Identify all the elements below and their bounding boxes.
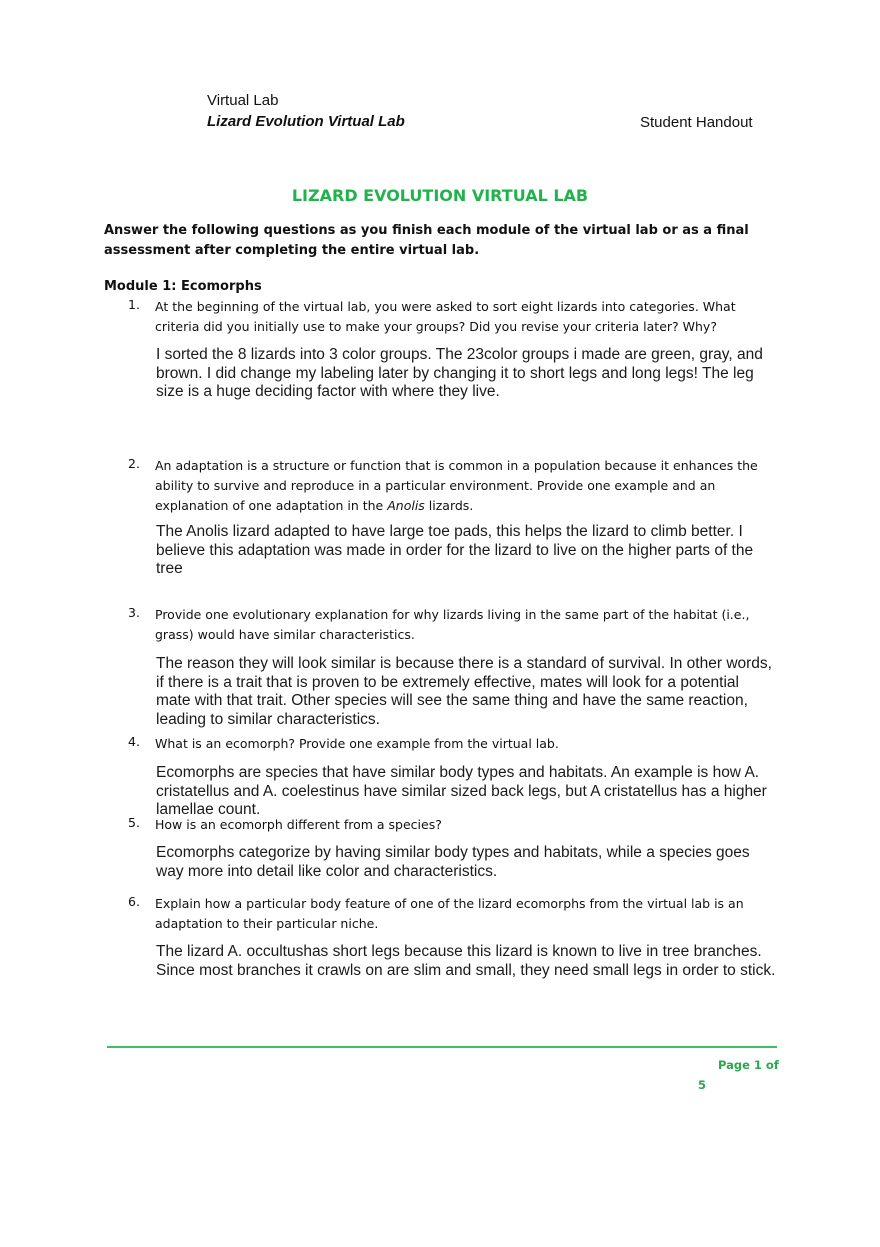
- question-text: At the beginning of the virtual lab, you were asked to sort eight lizards into categories. What criteria did you initially use to make your groups? Did you revise your criteria later? Why?: [155, 299, 736, 334]
- page-number-label: Page 1 of: [718, 1058, 779, 1072]
- question-number: 6.: [128, 894, 140, 909]
- question-number: 1.: [128, 297, 140, 312]
- question-number: 2.: [128, 456, 140, 471]
- instructions: Answer the following questions as you finish each module of the virtual lab or as a final assessment after completing the entire virtual lab.: [104, 223, 749, 258]
- question-text: Provide one evolutionary explanation for why lizards living in the same part of the habitat (i.e., grass) would have similar characteristics.: [155, 607, 750, 642]
- answer-text: The reason they will look similar is because there is a standard of survival. In other words, if there is a trait that is proven to be extremely effective, mates will look for a potential mate with that trait. Other species will see the same thing and have the same reaction, leading to similar characteristics.: [156, 655, 772, 728]
- answer-text: Ecomorphs are species that have similar body types and habitats. An example is how A. cristatellus and A. coelestinus have similar sized back legs, but A cristatellus has a higher lamellae count.: [156, 764, 767, 818]
- question-number: 5.: [128, 815, 140, 830]
- header-right: Student Handout: [640, 114, 753, 131]
- question-number: 4.: [128, 734, 140, 749]
- question-text: An adaptation is a structure or function that is common in a population because it enhances the ability to survive and reproduce in a particular environment. Provide one example and an explanation of one adaptation in the Anolis lizards.: [155, 458, 758, 513]
- answer-text: The lizard A. occultushas short legs because this lizard is known to live in tree branches. Since most branches it crawls on are slim and small, they need small legs in order to stick.: [156, 943, 776, 979]
- question-text: What is an ecomorph? Provide one example from the virtual lab.: [155, 736, 559, 751]
- question-text: Explain how a particular body feature of one of the lizard ecomorphs from the virtual lab is an adaptation to their particular niche.: [155, 896, 744, 931]
- header-line-1: Virtual Lab: [207, 92, 279, 109]
- module-heading: Module 1: Ecomorphs: [104, 279, 262, 294]
- answer-text: I sorted the 8 lizards into 3 color groups. The 23color groups i made are green, gray, and brown. I did change my labeling later by changing it to short legs and long legs! The leg size is a huge deciding factor with where they live.: [156, 346, 763, 400]
- page-number-total: 5: [698, 1078, 707, 1092]
- question-number: 3.: [128, 605, 140, 620]
- answer-text: Ecomorphs categorize by having similar body types and habitats, while a species goes way more into detail like color and characteristics.: [156, 844, 750, 880]
- footer-divider: [107, 1046, 777, 1048]
- header-line-2: Lizard Evolution Virtual Lab: [207, 113, 405, 130]
- answer-text: The Anolis lizard adapted to have large toe pads, this helps the lizard to climb better. I believe this adaptation was made in order for the lizard to live on the higher parts of the tree: [156, 523, 754, 577]
- question-text: How is an ecomorph different from a species?: [155, 817, 442, 832]
- page-title: LIZARD EVOLUTION VIRTUAL LAB: [291, 186, 589, 205]
